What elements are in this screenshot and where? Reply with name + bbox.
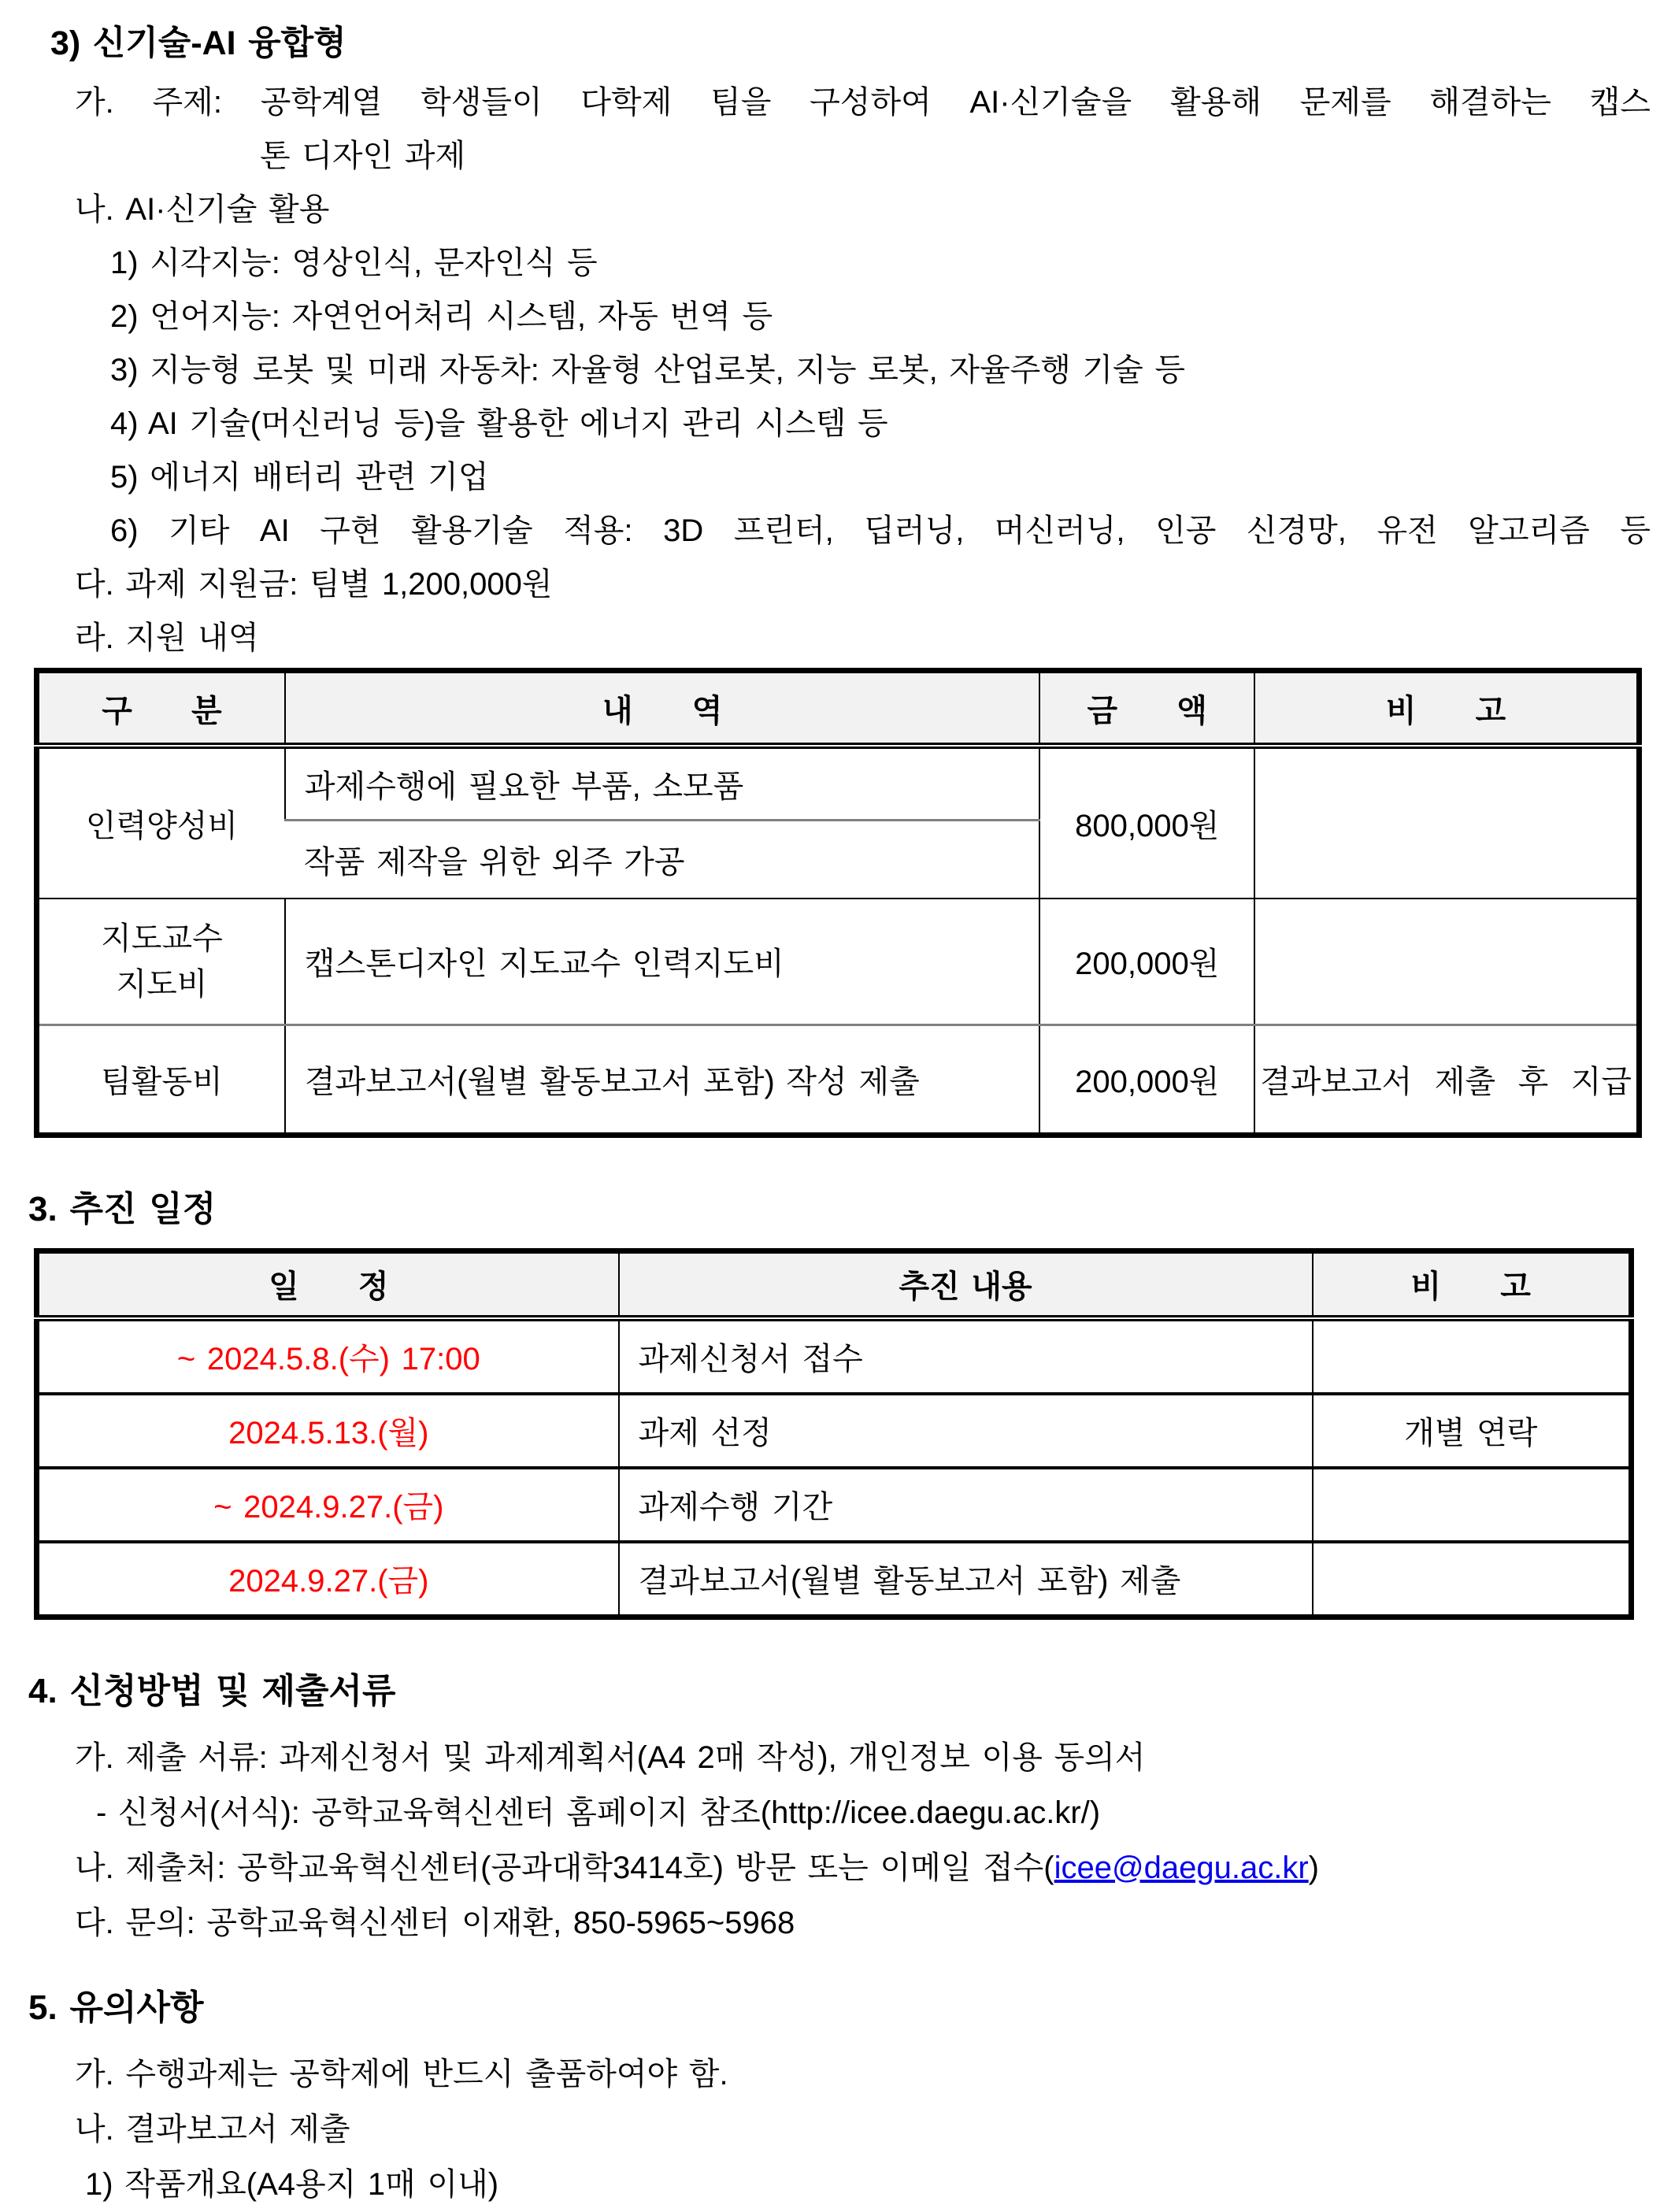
- support-cell-advisor-item: 캡스톤디자인 지도교수 인력지도비: [285, 899, 1039, 1024]
- email-link[interactable]: icee@daegu.ac.kr: [1054, 1850, 1309, 1885]
- table-row: [37, 1468, 1632, 1542]
- schedule-row3-note: [1313, 1468, 1632, 1542]
- support-cell-team-item: 결과보고서(월별 활동보고서 포함) 작성 제출: [285, 1024, 1039, 1135]
- schedule-row2-note: 개별 연락: [1313, 1394, 1632, 1468]
- section5-line-exhibit: 가. 수행과제는 공학제에 반드시 출품하여야 함.: [75, 2056, 728, 2092]
- schedule-row4-content: 결과보고서(월별 활동보고서 포함) 제출: [619, 1542, 1313, 1617]
- support-cell-team-amount: 200,000원: [1039, 1024, 1254, 1135]
- section4-line-documents: 가. 제출 서류: 과제신청서 및 과제계획서(A4 2매 작성), 개인정보 이용 동의서: [75, 1740, 1146, 1775]
- support-cell-advisor-amount: 200,000원: [1039, 899, 1254, 1024]
- support-table-header-row: [37, 671, 1640, 747]
- schedule-header-note: 비 고: [1313, 1251, 1632, 1318]
- schedule-row2-content: 과제 선정: [619, 1394, 1313, 1468]
- support-cell-manpower-item1: 과제수행에 필요한 부품, 소모품: [285, 746, 1039, 820]
- section5-heading: 5. 유의사항: [28, 1988, 204, 2027]
- submit-line-suffix: ): [1308, 1850, 1319, 1885]
- section5-line-overview: 1) 작품개요(A4용지 1매 이내): [85, 2166, 499, 2202]
- support-cell-team-category: 팀활동비: [37, 1024, 285, 1135]
- section5: [0, 1985, 1660, 2212]
- schedule-table-header-row: [37, 1251, 1632, 1318]
- support-cell-manpower-category: 인력양성비: [85, 809, 239, 843]
- document-page: [0, 20, 1660, 2202]
- support-cell-team-note: 결과보고서 제출 후 지급: [1254, 1024, 1639, 1135]
- intro-line-ai-usage: 나. AI·신기술 활용: [75, 192, 330, 227]
- intro-line-subject-cont: 톤 디자인 과제: [260, 139, 466, 173]
- intro-item-6: 6) 기타 AI 구현 활용기술 적용: 3D 프린터, 딥러닝, 머신러닝, 인공 신경망, 유전 알고리즘 등: [110, 513, 1651, 548]
- support-cell-manpower-item2: 작품 제작을 위한 외주 가공: [303, 844, 685, 880]
- schedule-table: [34, 1248, 1634, 1620]
- schedule-row3-date: ~ 2024.9.27.(금): [37, 1468, 619, 1542]
- intro-item-1: 1) 시각지능: 영상인식, 문자인식 등: [110, 246, 598, 280]
- advisor-category-line2: 지도비: [116, 966, 208, 1002]
- table-row: [37, 1542, 1632, 1617]
- intro-line-grant: 다. 과제 지원금: 팀별 1,200,000원: [75, 567, 553, 602]
- section5-line-report: 나. 결과보고서 제출: [75, 2111, 350, 2147]
- table-row: [37, 899, 1640, 1024]
- table-row: [37, 1394, 1632, 1468]
- support-header-detail: 내 역: [285, 671, 1039, 747]
- intro-line-support-detail: 라. 지원 내역: [75, 621, 259, 655]
- support-header-note: 비 고: [1254, 671, 1639, 747]
- schedule-row1-note: [1313, 1318, 1632, 1394]
- advisor-category-line1: 지도교수: [101, 921, 223, 956]
- support-cell-advisor-note: [1254, 899, 1639, 1024]
- schedule-header-date: 일 정: [37, 1251, 619, 1318]
- table-row: [37, 1024, 1640, 1135]
- schedule-row2-date: 2024.5.13.(월): [37, 1394, 619, 1468]
- section4-line-contact: 다. 문의: 공학교육혁신센터 이재환, 850-5965~5968: [75, 1905, 795, 1940]
- intro-item-4: 4) AI 기술(머신러닝 등)을 활용한 에너지 관리 시스템 등: [110, 406, 888, 441]
- schedule-row4-note: [1313, 1542, 1632, 1617]
- schedule-row4-date: 2024.9.27.(금): [37, 1542, 619, 1617]
- section3-heading: 3) 신기술-AI 융합형: [50, 24, 346, 62]
- table-row: [37, 1318, 1632, 1394]
- support-cell-manpower-amount: 800,000원: [1039, 746, 1254, 899]
- section4-line-submit: [75, 1840, 1660, 1895]
- section4-heading: 4. 신청방법 및 제출서류: [28, 1671, 396, 1710]
- intro-item-5: 5) 에너지 배터리 관련 기업: [110, 460, 489, 495]
- support-table: [34, 668, 1642, 1138]
- support-cell-advisor-category: [37, 899, 285, 1024]
- table-row: [37, 746, 1640, 820]
- schedule-row1-date: ~ 2024.5.8.(수) 17:00: [176, 1342, 480, 1376]
- support-cell-manpower-note: [1254, 746, 1639, 899]
- section4: [0, 1669, 1660, 1951]
- schedule-row3-content: 과제수행 기간: [619, 1468, 1313, 1542]
- support-header-category: 구 분: [37, 671, 285, 747]
- intro-item-2: 2) 언어지능: 자연언어처리 시스템, 자동 번역 등: [110, 299, 773, 334]
- intro-line-subject: 가. 주제: 공학계열 학생들이 다학제 팀을 구성하여 AI·신기술을 활용해 문제를 해결하는 캡스: [75, 85, 1651, 120]
- submit-line-prefix: 나. 제출처: 공학교육혁신센터(공과대학3414호) 방문 또는 이메일 접수(: [75, 1850, 1054, 1885]
- schedule-heading: 3. 추진 일정: [28, 1189, 217, 1228]
- schedule-row1-content: 과제신청서 접수: [619, 1318, 1313, 1394]
- intro-item-3: 3) 지능형 로봇 및 미래 자동차: 자율형 산업로봇, 지능 로봇, 자율주행 기술 등: [110, 353, 1186, 387]
- support-header-amount: 금 액: [1039, 671, 1254, 747]
- schedule-header-content: 추진 내용: [619, 1251, 1313, 1318]
- section4-line-form: - 신청서(서식): 공학교육혁신센터 홈페이지 참조(http://icee.daegu.ac.kr/): [96, 1795, 1101, 1830]
